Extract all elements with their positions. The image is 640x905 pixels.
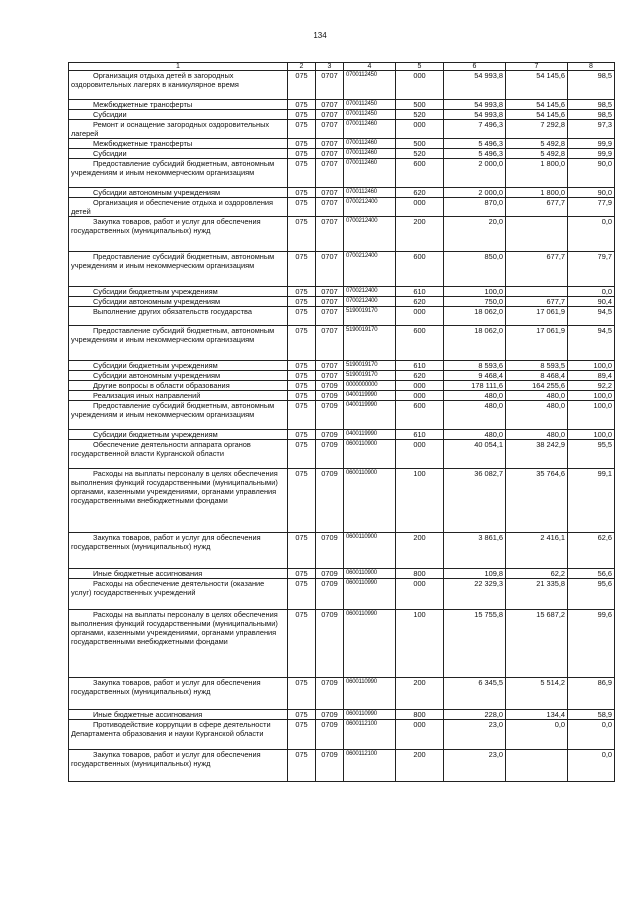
expense-type-cell: 600 — [396, 252, 444, 287]
row-name-cell: Закупка товаров, работ и услуг для обеспечения государственных (муниципальных) нужд — [69, 217, 288, 252]
actual-amount-cell — [506, 287, 568, 297]
expense-type-cell: 800 — [396, 569, 444, 579]
percent-cell: 98,5 — [568, 110, 615, 120]
row-name-cell: Организация и обеспечение отдыха и оздоровления детей — [69, 198, 288, 217]
target-article-cell: 0000000000 — [344, 381, 396, 391]
actual-amount-cell: 5 514,2 — [506, 678, 568, 710]
target-article-cell: 0700112460 — [344, 139, 396, 149]
planned-amount-cell: 54 993,8 — [444, 110, 506, 120]
expense-type-cell: 000 — [396, 440, 444, 469]
expense-type-cell: 600 — [396, 159, 444, 188]
admin-code-cell: 075 — [288, 100, 316, 110]
target-article-cell: 5190019170 — [344, 371, 396, 381]
section-code-cell: 0707 — [316, 198, 344, 217]
percent-cell: 79,7 — [568, 252, 615, 287]
column-header: 1 — [69, 63, 288, 71]
admin-code-cell: 075 — [288, 610, 316, 678]
target-article-cell: 0700112450 — [344, 100, 396, 110]
table-row — [69, 307, 615, 326]
percent-cell: 0,0 — [568, 217, 615, 252]
table-row — [69, 217, 615, 252]
actual-amount-cell: 480,0 — [506, 430, 568, 440]
actual-amount-cell: 480,0 — [506, 391, 568, 401]
expense-type-cell: 520 — [396, 149, 444, 159]
section-code-cell: 0707 — [316, 361, 344, 371]
column-header: 3 — [316, 63, 344, 71]
target-article-cell: 5190019170 — [344, 307, 396, 326]
planned-amount-cell: 15 755,8 — [444, 610, 506, 678]
target-article-cell: 0700112460 — [344, 188, 396, 198]
target-article-cell: 0700212400 — [344, 198, 396, 217]
table-row — [69, 198, 615, 217]
actual-amount-cell: 17 061,9 — [506, 326, 568, 361]
target-article-cell: 0600110900 — [344, 569, 396, 579]
percent-cell: 0,0 — [568, 720, 615, 750]
column-header: 5 — [396, 63, 444, 71]
row-name-cell: Межбюджетные трансферты — [69, 139, 288, 149]
percent-cell: 56,6 — [568, 569, 615, 579]
planned-amount-cell: 109,8 — [444, 569, 506, 579]
planned-amount-cell: 228,0 — [444, 710, 506, 720]
planned-amount-cell: 18 062,0 — [444, 326, 506, 361]
table-body — [69, 71, 615, 782]
actual-amount-cell: 1 800,0 — [506, 188, 568, 198]
target-article-cell: 0600110990 — [344, 710, 396, 720]
table-header-row — [69, 63, 615, 71]
section-code-cell: 0707 — [316, 110, 344, 120]
percent-cell: 90,0 — [568, 188, 615, 198]
percent-cell: 58,9 — [568, 710, 615, 720]
table-row — [69, 159, 615, 188]
row-name-cell: Выполнение других обязательств государства — [69, 307, 288, 326]
row-name-cell: Предоставление субсидий бюджетным, автономным учреждениям и иным некоммерческим организациям — [69, 401, 288, 430]
admin-code-cell: 075 — [288, 188, 316, 198]
target-article-cell: 0400119990 — [344, 430, 396, 440]
actual-amount-cell: 1 800,0 — [506, 159, 568, 188]
actual-amount-cell: 164 255,6 — [506, 381, 568, 391]
budget-table — [68, 62, 615, 782]
row-name-cell: Предоставление субсидий бюджетным, автономным учреждениям и иным некоммерческим организациям — [69, 326, 288, 361]
actual-amount-cell: 8 593,5 — [506, 361, 568, 371]
planned-amount-cell: 5 496,3 — [444, 149, 506, 159]
row-name-cell: Субсидии — [69, 110, 288, 120]
expense-type-cell: 200 — [396, 678, 444, 710]
actual-amount-cell: 5 492,8 — [506, 139, 568, 149]
expense-type-cell: 200 — [396, 217, 444, 252]
column-header: 2 — [288, 63, 316, 71]
expense-type-cell: 100 — [396, 610, 444, 678]
section-code-cell: 0709 — [316, 710, 344, 720]
table-row — [69, 371, 615, 381]
target-article-cell: 0700112460 — [344, 149, 396, 159]
actual-amount-cell: 38 242,9 — [506, 440, 568, 469]
table-row — [69, 297, 615, 307]
section-code-cell: 0709 — [316, 381, 344, 391]
admin-code-cell: 075 — [288, 440, 316, 469]
section-code-cell: 0707 — [316, 287, 344, 297]
row-name-cell: Расходы на обеспечение деятельности (оказание услуг) государственных учреждений — [69, 579, 288, 610]
target-article-cell: 0600110900 — [344, 533, 396, 569]
expense-type-cell: 200 — [396, 750, 444, 782]
percent-cell: 86,9 — [568, 678, 615, 710]
percent-cell: 100,0 — [568, 430, 615, 440]
table-row — [69, 287, 615, 297]
row-name-cell: Организация отдыха детей в загородных оздоровительных лагерях в каникулярное время — [69, 71, 288, 100]
row-name-cell: Обеспечение деятельности аппарата органов государственной власти Курганской области — [69, 440, 288, 469]
section-code-cell: 0709 — [316, 440, 344, 469]
admin-code-cell: 075 — [288, 307, 316, 326]
expense-type-cell: 000 — [396, 198, 444, 217]
expense-type-cell: 000 — [396, 120, 444, 139]
planned-amount-cell: 23,0 — [444, 750, 506, 782]
table-row — [69, 71, 615, 100]
target-article-cell: 0700212400 — [344, 297, 396, 307]
row-name-cell: Закупка товаров, работ и услуг для обеспечения государственных (муниципальных) нужд — [69, 533, 288, 569]
target-article-cell: 0700112450 — [344, 110, 396, 120]
planned-amount-cell: 6 345,5 — [444, 678, 506, 710]
percent-cell: 98,5 — [568, 100, 615, 110]
row-name-cell: Закупка товаров, работ и услуг для обеспечения государственных (муниципальных) нужд — [69, 750, 288, 782]
actual-amount-cell: 677,7 — [506, 198, 568, 217]
row-name-cell: Субсидии бюджетным учреждениям — [69, 430, 288, 440]
page-number: 134 — [313, 31, 327, 40]
expense-type-cell: 620 — [396, 371, 444, 381]
expense-type-cell: 600 — [396, 401, 444, 430]
table-row — [69, 110, 615, 120]
admin-code-cell: 075 — [288, 361, 316, 371]
planned-amount-cell: 40 054,1 — [444, 440, 506, 469]
target-article-cell: 0700112460 — [344, 159, 396, 188]
planned-amount-cell: 100,0 — [444, 287, 506, 297]
percent-cell: 62,6 — [568, 533, 615, 569]
target-article-cell: 5190019170 — [344, 361, 396, 371]
actual-amount-cell — [506, 750, 568, 782]
admin-code-cell: 075 — [288, 720, 316, 750]
table-row — [69, 610, 615, 678]
admin-code-cell: 075 — [288, 149, 316, 159]
section-code-cell: 0709 — [316, 391, 344, 401]
admin-code-cell: 075 — [288, 120, 316, 139]
planned-amount-cell: 18 062,0 — [444, 307, 506, 326]
actual-amount-cell: 677,7 — [506, 297, 568, 307]
planned-amount-cell: 36 082,7 — [444, 469, 506, 533]
admin-code-cell: 075 — [288, 326, 316, 361]
table-row — [69, 139, 615, 149]
row-name-cell: Субсидии — [69, 149, 288, 159]
section-code-cell: 0707 — [316, 188, 344, 198]
expense-type-cell: 000 — [396, 391, 444, 401]
column-header: 7 — [506, 63, 568, 71]
expense-type-cell: 200 — [396, 533, 444, 569]
table-row — [69, 469, 615, 533]
table-row — [69, 533, 615, 569]
target-article-cell: 0700212400 — [344, 252, 396, 287]
row-name-cell: Субсидии автономным учреждениям — [69, 297, 288, 307]
planned-amount-cell: 178 111,6 — [444, 381, 506, 391]
percent-cell: 99,1 — [568, 469, 615, 533]
target-article-cell: 0400119990 — [344, 391, 396, 401]
planned-amount-cell: 54 993,8 — [444, 71, 506, 100]
table-row — [69, 710, 615, 720]
percent-cell: 99,6 — [568, 610, 615, 678]
row-name-cell: Противодействие коррупции в сфере деятельности Департамента образования и науки Курганской области — [69, 720, 288, 750]
admin-code-cell: 075 — [288, 579, 316, 610]
actual-amount-cell: 677,7 — [506, 252, 568, 287]
table-row — [69, 579, 615, 610]
percent-cell: 89,4 — [568, 371, 615, 381]
percent-cell: 90,0 — [568, 159, 615, 188]
section-code-cell: 0707 — [316, 71, 344, 100]
column-header: 6 — [444, 63, 506, 71]
percent-cell: 92,2 — [568, 381, 615, 391]
actual-amount-cell: 54 145,6 — [506, 71, 568, 100]
planned-amount-cell: 2 000,0 — [444, 159, 506, 188]
percent-cell: 77,9 — [568, 198, 615, 217]
target-article-cell: 5190019170 — [344, 326, 396, 361]
actual-amount-cell: 35 764,6 — [506, 469, 568, 533]
expense-type-cell: 800 — [396, 710, 444, 720]
percent-cell: 94,5 — [568, 326, 615, 361]
actual-amount-cell: 8 468,4 — [506, 371, 568, 381]
row-name-cell: Расходы на выплаты персоналу в целях обеспечения выполнения функций государственными (муниципальными) органами, казенными учреждениями, органами управления государственными внебюджетными фондами — [69, 469, 288, 533]
actual-amount-cell: 54 145,6 — [506, 100, 568, 110]
expense-type-cell: 620 — [396, 188, 444, 198]
planned-amount-cell: 7 496,3 — [444, 120, 506, 139]
table-row — [69, 391, 615, 401]
expense-type-cell: 600 — [396, 326, 444, 361]
planned-amount-cell: 22 329,3 — [444, 579, 506, 610]
section-code-cell: 0709 — [316, 720, 344, 750]
planned-amount-cell: 20,0 — [444, 217, 506, 252]
row-name-cell: Ремонт и оснащение загородных оздоровительных лагерей — [69, 120, 288, 139]
planned-amount-cell: 480,0 — [444, 401, 506, 430]
expense-type-cell: 610 — [396, 361, 444, 371]
planned-amount-cell: 850,0 — [444, 252, 506, 287]
expense-type-cell: 500 — [396, 100, 444, 110]
percent-cell: 95,5 — [568, 440, 615, 469]
section-code-cell: 0707 — [316, 100, 344, 110]
expense-type-cell: 100 — [396, 469, 444, 533]
actual-amount-cell — [506, 217, 568, 252]
section-code-cell: 0709 — [316, 401, 344, 430]
expense-type-cell: 000 — [396, 381, 444, 391]
planned-amount-cell: 8 593,6 — [444, 361, 506, 371]
admin-code-cell: 075 — [288, 371, 316, 381]
actual-amount-cell: 54 145,6 — [506, 110, 568, 120]
table-row — [69, 361, 615, 371]
target-article-cell: 0600112100 — [344, 720, 396, 750]
table-row — [69, 430, 615, 440]
section-code-cell: 0707 — [316, 307, 344, 326]
admin-code-cell: 075 — [288, 71, 316, 100]
planned-amount-cell: 750,0 — [444, 297, 506, 307]
actual-amount-cell: 7 292,8 — [506, 120, 568, 139]
actual-amount-cell: 15 687,2 — [506, 610, 568, 678]
target-article-cell: 0600110990 — [344, 579, 396, 610]
row-name-cell: Межбюджетные трансферты — [69, 100, 288, 110]
table-row — [69, 188, 615, 198]
row-name-cell: Закупка товаров, работ и услуг для обеспечения государственных (муниципальных) нужд — [69, 678, 288, 710]
admin-code-cell: 075 — [288, 139, 316, 149]
admin-code-cell: 075 — [288, 287, 316, 297]
table-row — [69, 252, 615, 287]
target-article-cell: 0600110990 — [344, 610, 396, 678]
actual-amount-cell: 134,4 — [506, 710, 568, 720]
table-row — [69, 381, 615, 391]
percent-cell: 90,4 — [568, 297, 615, 307]
row-name-cell: Субсидии бюджетным учреждениям — [69, 287, 288, 297]
section-code-cell: 0709 — [316, 430, 344, 440]
row-name-cell: Предоставление субсидий бюджетным, автономным учреждениям и иным некоммерческим организациям — [69, 252, 288, 287]
actual-amount-cell: 17 061,9 — [506, 307, 568, 326]
section-code-cell: 0709 — [316, 469, 344, 533]
row-name-cell: Другие вопросы в области образования — [69, 381, 288, 391]
row-name-cell: Субсидии автономным учреждениям — [69, 371, 288, 381]
row-name-cell: Расходы на выплаты персоналу в целях обеспечения выполнения функций государственными (муниципальными) органами, казенными учреждениями, органами управления государственными внебюджетными фондами — [69, 610, 288, 678]
table-row — [69, 440, 615, 469]
admin-code-cell: 075 — [288, 430, 316, 440]
expense-type-cell: 000 — [396, 307, 444, 326]
planned-amount-cell: 480,0 — [444, 391, 506, 401]
admin-code-cell: 075 — [288, 159, 316, 188]
table-row — [69, 720, 615, 750]
table-row — [69, 750, 615, 782]
row-name-cell: Иные бюджетные ассигнования — [69, 710, 288, 720]
expense-type-cell: 610 — [396, 430, 444, 440]
expense-type-cell: 520 — [396, 110, 444, 120]
target-article-cell: 0600112100 — [344, 750, 396, 782]
table-row — [69, 120, 615, 139]
section-code-cell: 0707 — [316, 159, 344, 188]
admin-code-cell: 075 — [288, 710, 316, 720]
percent-cell: 97,3 — [568, 120, 615, 139]
percent-cell: 95,6 — [568, 579, 615, 610]
row-name-cell: Реализация иных направлений — [69, 391, 288, 401]
percent-cell: 98,5 — [568, 71, 615, 100]
planned-amount-cell: 5 496,3 — [444, 139, 506, 149]
admin-code-cell: 075 — [288, 750, 316, 782]
target-article-cell: 0400119990 — [344, 401, 396, 430]
row-name-cell: Иные бюджетные ассигнования — [69, 569, 288, 579]
admin-code-cell: 075 — [288, 110, 316, 120]
section-code-cell: 0707 — [316, 139, 344, 149]
expense-type-cell: 000 — [396, 579, 444, 610]
admin-code-cell: 075 — [288, 252, 316, 287]
admin-code-cell: 075 — [288, 569, 316, 579]
section-code-cell: 0707 — [316, 217, 344, 252]
planned-amount-cell: 2 000,0 — [444, 188, 506, 198]
expense-type-cell: 610 — [396, 287, 444, 297]
planned-amount-cell: 54 993,8 — [444, 100, 506, 110]
expense-type-cell: 000 — [396, 720, 444, 750]
actual-amount-cell: 480,0 — [506, 401, 568, 430]
section-code-cell: 0709 — [316, 750, 344, 782]
actual-amount-cell: 2 416,1 — [506, 533, 568, 569]
percent-cell: 0,0 — [568, 750, 615, 782]
admin-code-cell: 075 — [288, 381, 316, 391]
target-article-cell: 0600110900 — [344, 469, 396, 533]
planned-amount-cell: 480,0 — [444, 430, 506, 440]
section-code-cell: 0709 — [316, 610, 344, 678]
table-row — [69, 326, 615, 361]
section-code-cell: 0707 — [316, 371, 344, 381]
admin-code-cell: 075 — [288, 217, 316, 252]
section-code-cell: 0707 — [316, 297, 344, 307]
actual-amount-cell: 0,0 — [506, 720, 568, 750]
percent-cell: 0,0 — [568, 287, 615, 297]
planned-amount-cell: 870,0 — [444, 198, 506, 217]
section-code-cell: 0707 — [316, 149, 344, 159]
section-code-cell: 0709 — [316, 533, 344, 569]
admin-code-cell: 075 — [288, 678, 316, 710]
admin-code-cell: 075 — [288, 533, 316, 569]
admin-code-cell: 075 — [288, 391, 316, 401]
row-name-cell: Субсидии автономным учреждениям — [69, 188, 288, 198]
expense-type-cell: 000 — [396, 71, 444, 100]
target-article-cell: 0700112450 — [344, 71, 396, 100]
section-code-cell: 0707 — [316, 326, 344, 361]
actual-amount-cell: 5 492,8 — [506, 149, 568, 159]
column-header: 4 — [344, 63, 396, 71]
table-row — [69, 100, 615, 110]
row-name-cell: Субсидии бюджетным учреждениям — [69, 361, 288, 371]
target-article-cell: 0700212400 — [344, 287, 396, 297]
percent-cell: 100,0 — [568, 391, 615, 401]
admin-code-cell: 075 — [288, 401, 316, 430]
actual-amount-cell: 62,2 — [506, 569, 568, 579]
planned-amount-cell: 3 861,6 — [444, 533, 506, 569]
section-code-cell: 0709 — [316, 569, 344, 579]
actual-amount-cell: 21 335,8 — [506, 579, 568, 610]
section-code-cell: 0707 — [316, 252, 344, 287]
planned-amount-cell: 9 468,4 — [444, 371, 506, 381]
section-code-cell: 0709 — [316, 678, 344, 710]
target-article-cell: 0600110900 — [344, 440, 396, 469]
percent-cell: 99,9 — [568, 139, 615, 149]
target-article-cell: 0600110990 — [344, 678, 396, 710]
admin-code-cell: 075 — [288, 297, 316, 307]
percent-cell: 100,0 — [568, 361, 615, 371]
table-row — [69, 569, 615, 579]
expense-type-cell: 620 — [396, 297, 444, 307]
expense-type-cell: 500 — [396, 139, 444, 149]
table-row — [69, 678, 615, 710]
target-article-cell: 0700112460 — [344, 120, 396, 139]
percent-cell: 99,9 — [568, 149, 615, 159]
planned-amount-cell: 23,0 — [444, 720, 506, 750]
percent-cell: 94,5 — [568, 307, 615, 326]
section-code-cell: 0707 — [316, 120, 344, 139]
row-name-cell: Предоставление субсидий бюджетным, автономным учреждениям и иным некоммерческим организациям — [69, 159, 288, 188]
table-row — [69, 401, 615, 430]
admin-code-cell: 075 — [288, 469, 316, 533]
admin-code-cell: 075 — [288, 198, 316, 217]
target-article-cell: 0700212400 — [344, 217, 396, 252]
section-code-cell: 0709 — [316, 579, 344, 610]
percent-cell: 100,0 — [568, 401, 615, 430]
column-header: 8 — [568, 63, 615, 71]
table-row — [69, 149, 615, 159]
